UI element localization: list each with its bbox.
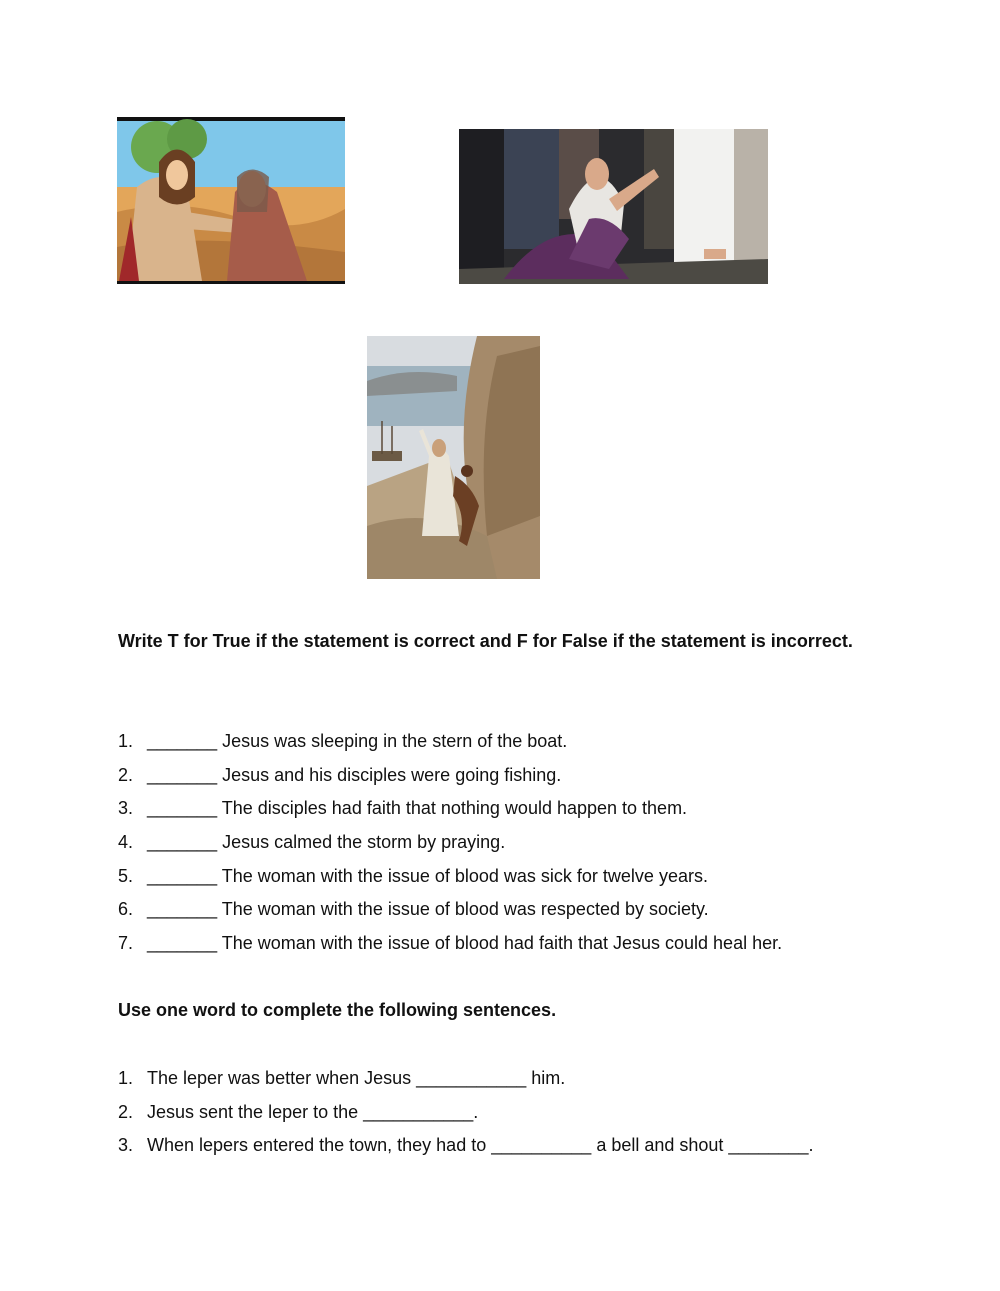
item-number: 5. (118, 865, 134, 886)
item-statement: _______ Jesus was sleeping in the stern of the boat. (147, 731, 568, 751)
item-number: 3. (118, 1135, 134, 1156)
item-sentence: The leper was better when Jesus ___________ him. (147, 1068, 566, 1088)
item-number: 7. (118, 933, 134, 954)
item-number: 3. (118, 798, 134, 819)
item-sentence: Jesus sent the leper to the ___________. (147, 1101, 479, 1122)
item-statement: _______ The woman with the issue of blood was sick for twelve years. (147, 865, 708, 886)
item-statement: _______ The disciples had faith that nothing would happen to them. (147, 798, 688, 819)
item-number: 4. (118, 832, 134, 853)
healing-cartoon-image (117, 117, 345, 284)
item-statement: _______ The woman with the issue of blood was respected by society. (147, 899, 709, 920)
woman-touching-robe-image (459, 129, 768, 284)
item-statement: _______ Jesus calmed the storm by praying. (147, 832, 506, 853)
item-number: 2. (118, 764, 134, 785)
true-false-instruction: Write T for True if the statement is correct and F for False if the statement is incorrect. (118, 631, 853, 651)
item-number: 2. (118, 1101, 134, 1122)
item-statement: _______ The woman with the issue of blood had faith that Jesus could heal her. (147, 933, 783, 954)
item-statement: _______ Jesus and his disciples were going fishing. (147, 764, 562, 785)
item-sentence: When lepers entered the town, they had to __________ a bell and shout ________. (147, 1135, 814, 1156)
item-number: 1. (118, 1068, 134, 1088)
item-number: 1. (118, 731, 134, 751)
jesus-possessed-man-image (367, 336, 540, 579)
item-number: 6. (118, 899, 134, 920)
fill-blank-instruction: Use one word to complete the following sentences. (118, 1000, 557, 1020)
